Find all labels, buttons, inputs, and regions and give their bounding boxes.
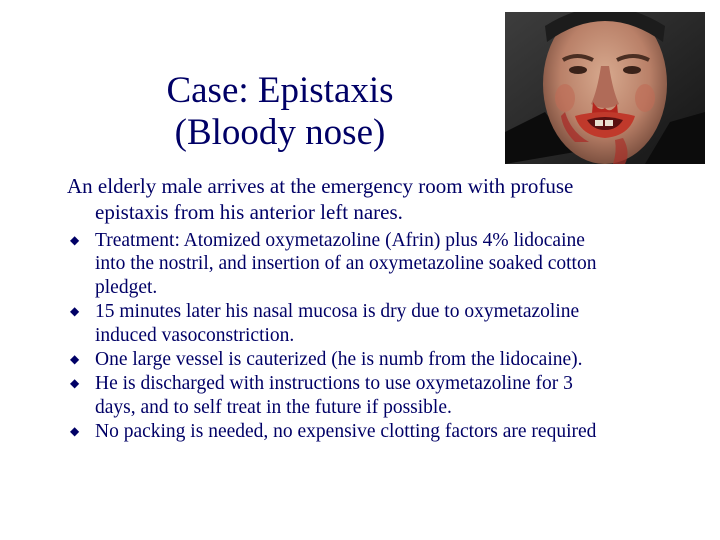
diamond-bullet-icon: ◆ [70, 233, 80, 247]
bullet-text-line: induced vasoconstriction. [95, 324, 295, 346]
patient-photo [505, 12, 705, 164]
bullet-text-line: 15 minutes later his nasal mucosa is dry due to oxymetazoline [95, 301, 580, 323]
diamond-bullet-icon: ◆ [70, 376, 80, 391]
title-line-1: Case: Epistaxis [166, 70, 394, 111]
bullet-text-line: days, and to self treat in the future if possible. [95, 396, 452, 418]
bullet-item [68, 229, 688, 299]
case-intro [67, 173, 687, 225]
title-line-2: (Bloody nose) [174, 112, 386, 153]
bullet-item [68, 348, 688, 371]
patient-photo-image [505, 12, 705, 164]
bullet-text-line: into the nostril, and insertion of an oxymetazoline soaked cotton [95, 253, 597, 275]
bullet-item [68, 300, 688, 347]
diamond-bullet-icon: ◆ [70, 352, 80, 367]
bullet-text-line: pledget. [95, 276, 158, 298]
case-intro-line-2: epistaxis from his anterior left nares. [95, 200, 403, 224]
bullet-text-line: Treatment: Atomized oxymetazoline (Afrin) plus 4% lidocaine [95, 230, 585, 251]
bullet-text-line: One large vessel is cauterized (he is numb from the lidocaine). [95, 349, 583, 371]
slide-title [100, 70, 460, 154]
treatment-bullet-list [68, 229, 688, 445]
diamond-bullet-icon: ◆ [70, 424, 80, 439]
bullet-text-line: He is discharged with instructions to use oxymetazoline for 3 [95, 373, 573, 395]
bullet-text-line: No packing is needed, no expensive clotting factors are required [95, 421, 597, 443]
bullet-item [68, 372, 688, 419]
case-intro-line-1: An elderly male arrives at the emergency room with profuse [67, 174, 574, 198]
diamond-bullet-icon: ◆ [70, 304, 80, 319]
bullet-item [68, 420, 688, 443]
